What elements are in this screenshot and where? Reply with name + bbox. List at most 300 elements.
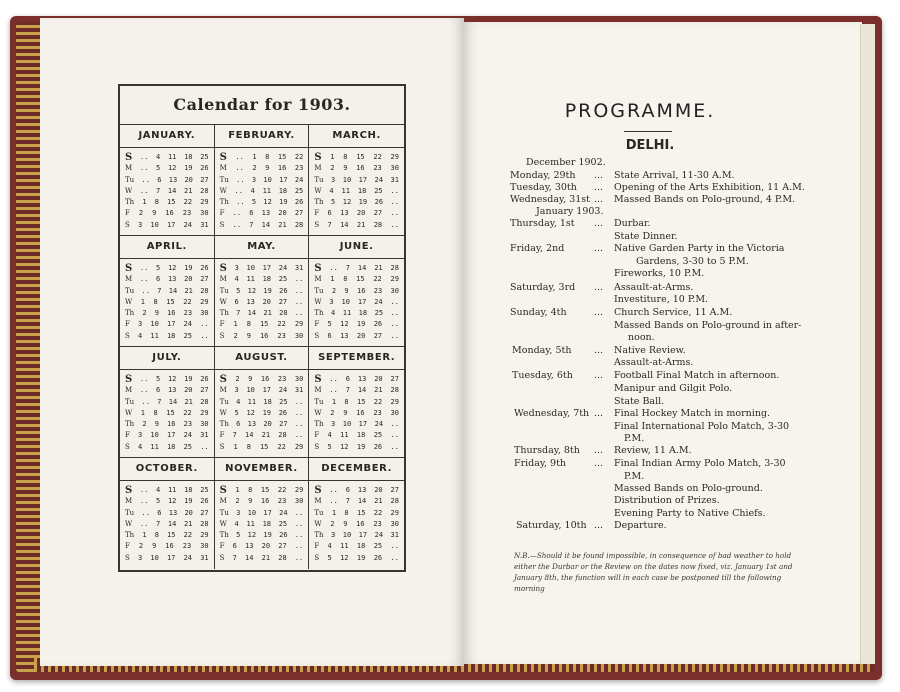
date-cell: 12 xyxy=(340,553,349,562)
date-cell: 28 xyxy=(390,497,399,506)
date-cell: 25 xyxy=(279,397,288,406)
date-cell: 21 xyxy=(374,386,383,395)
date-cell: 17 xyxy=(166,431,176,440)
date-cell: 12 xyxy=(167,164,177,173)
date-cell: 1 xyxy=(140,408,145,417)
schedule-line: Friday, 2nd xyxy=(510,243,565,254)
schedule-line: January 1903. xyxy=(536,206,604,217)
weekday-label: W xyxy=(219,297,227,306)
date-cell: 7 xyxy=(236,309,241,318)
date-cell: 27 xyxy=(373,331,383,340)
date-cell: 20 xyxy=(184,386,193,395)
date-cell: .. xyxy=(329,497,338,506)
date-cell: 15 xyxy=(277,153,287,161)
date-cell: 23 xyxy=(373,408,382,417)
date-cell: .. xyxy=(390,209,399,218)
weekday-label: W xyxy=(314,408,322,417)
date-cell: 14 xyxy=(340,220,349,229)
week-row xyxy=(220,297,304,308)
date-cell: 27 xyxy=(279,420,288,429)
date-cell: 12 xyxy=(247,286,257,295)
date-cell: 21 xyxy=(356,220,366,229)
week-row xyxy=(125,553,209,564)
title-rule xyxy=(624,131,672,132)
date-cell: 24 xyxy=(279,508,288,517)
month-name: FEBRUARY. xyxy=(215,125,309,148)
date-cell: 7 xyxy=(157,397,162,406)
schedule-line: Friday, 9th xyxy=(514,458,567,469)
date-cell: 16 xyxy=(356,164,365,173)
date-cell: 20 xyxy=(278,209,287,218)
date-cell: 2 xyxy=(235,375,240,383)
month-name: MARCH. xyxy=(309,125,404,148)
schedule-line: Final Indian Army Polo Match, 3-30 xyxy=(614,458,786,469)
date-cell: 1 xyxy=(331,508,337,517)
date-cell: 23 xyxy=(277,375,287,383)
week-row xyxy=(220,385,304,396)
date-cell: 9 xyxy=(344,286,349,295)
weekday-label: M xyxy=(314,497,322,506)
month-block xyxy=(120,347,215,458)
date-cell: 20 xyxy=(184,508,193,517)
date-cell: 24 xyxy=(374,175,384,184)
date-cell: .. xyxy=(294,297,304,306)
date-cell: 18 xyxy=(356,542,366,551)
weekday-label: F xyxy=(219,320,225,329)
weekday-label: S xyxy=(219,442,225,451)
weekday-label: M xyxy=(219,164,227,173)
schedule-line: Tuesday, 6th xyxy=(512,370,573,381)
date-cell: 13 xyxy=(167,386,177,395)
date-cell: .. xyxy=(294,408,304,417)
schedule-line: Evening Party to Native Chiefs. xyxy=(614,508,766,519)
date-cell: 26 xyxy=(294,198,304,207)
date-cell: 16 xyxy=(165,209,174,218)
date-cell: 27 xyxy=(200,275,209,284)
weekday-label: Tu xyxy=(314,508,324,517)
leader-dots: ... xyxy=(594,282,604,293)
week-row xyxy=(125,508,209,519)
date-cell: 19 xyxy=(356,442,366,451)
date-cell: 19 xyxy=(184,497,193,506)
date-cell: 19 xyxy=(262,408,272,417)
date-cell: 9 xyxy=(265,164,270,173)
calendar-title: Calendar for 1903. xyxy=(120,86,404,125)
date-cell: 21 xyxy=(374,264,383,272)
weekday-label: S xyxy=(219,485,227,496)
weekday-label: S xyxy=(314,442,320,451)
date-cell: .. xyxy=(390,420,399,429)
date-cell: 30 xyxy=(200,420,209,429)
date-cell: 8 xyxy=(153,297,158,306)
date-cell: 10 xyxy=(150,220,159,229)
date-cell: 27 xyxy=(390,486,399,494)
date-cell: 18 xyxy=(262,275,272,284)
date-cell: 17 xyxy=(358,531,368,540)
date-cell: 27 xyxy=(200,175,209,184)
leader-dots: ... xyxy=(594,370,604,381)
date-cell: .. xyxy=(234,186,243,195)
weekday-label: F xyxy=(125,320,130,329)
weekday-label: M xyxy=(125,497,133,506)
date-cell: .. xyxy=(139,186,149,195)
date-cell: .. xyxy=(390,297,399,306)
leader-dots: ... xyxy=(594,345,604,356)
date-cell: 27 xyxy=(200,508,209,517)
date-cell: 10 xyxy=(263,175,272,184)
date-cell: 29 xyxy=(200,198,209,207)
date-cell: 25 xyxy=(200,153,209,161)
weekday-label: W xyxy=(125,519,133,528)
date-cell: 3 xyxy=(331,420,336,429)
date-cell: 7 xyxy=(157,286,162,295)
date-cell: 9 xyxy=(152,209,157,218)
weekday-label: Th xyxy=(219,198,229,207)
week-row xyxy=(125,331,209,342)
weekday-label: S xyxy=(314,263,322,274)
week-row xyxy=(220,175,304,186)
week-row xyxy=(314,442,399,453)
date-cell: 17 xyxy=(166,320,176,329)
week-row xyxy=(220,197,304,208)
weekday-label: S xyxy=(314,485,322,496)
week-row xyxy=(314,408,399,419)
weekday-label: W xyxy=(125,297,133,306)
week-row xyxy=(314,274,399,285)
week-row xyxy=(125,419,209,430)
week-row xyxy=(125,496,209,507)
weekday-label: F xyxy=(314,320,320,329)
date-cell: 7 xyxy=(249,220,254,229)
week-row xyxy=(125,175,209,186)
date-cell: 14 xyxy=(245,553,254,562)
date-cell: 10 xyxy=(150,431,159,440)
date-cell: 20 xyxy=(184,275,193,284)
week-row xyxy=(314,385,399,396)
date-cell: 25 xyxy=(183,442,193,451)
week-row xyxy=(220,220,304,231)
date-cell: 9 xyxy=(154,420,159,429)
weekday-label: Th xyxy=(314,531,324,540)
schedule-line: P.M. xyxy=(624,433,645,444)
week-row xyxy=(314,397,399,408)
schedule-line: Durbar. xyxy=(614,218,651,229)
week-row xyxy=(220,163,304,174)
week-row xyxy=(125,186,209,197)
month-block xyxy=(309,236,404,347)
date-cell: .. xyxy=(390,542,399,551)
weekday-label: W xyxy=(314,519,322,528)
date-cell: 26 xyxy=(279,286,288,295)
week-row xyxy=(314,496,399,507)
date-cell: 30 xyxy=(294,331,304,340)
week-row xyxy=(125,397,209,408)
schedule-line: Football Final Match in afternoon. xyxy=(614,370,780,381)
date-cell: 3 xyxy=(236,508,241,517)
week-row xyxy=(314,530,399,541)
date-cell: .. xyxy=(329,486,338,494)
date-cell: 5 xyxy=(156,375,161,383)
date-cell: .. xyxy=(235,153,244,161)
date-cell: 29 xyxy=(294,320,304,329)
weekday-label: S xyxy=(314,553,320,562)
date-cell: 20 xyxy=(262,297,272,306)
date-cell: 8 xyxy=(248,486,253,494)
month-block xyxy=(309,458,404,569)
date-cell: 13 xyxy=(168,175,178,184)
week-row xyxy=(314,519,399,530)
week-row xyxy=(125,297,209,308)
date-cell: 10 xyxy=(341,297,350,306)
week-row xyxy=(125,263,209,274)
date-cell: 31 xyxy=(390,531,399,540)
date-cell: 4 xyxy=(137,331,143,340)
leader-dots: ... xyxy=(594,243,604,254)
date-cell: 6 xyxy=(327,331,332,340)
date-cell: .. xyxy=(390,431,399,440)
weekday-label: S xyxy=(125,331,130,340)
date-cell: 11 xyxy=(247,397,257,406)
date-cell: 11 xyxy=(167,153,177,161)
date-cell: 16 xyxy=(277,164,287,173)
date-cell: 20 xyxy=(356,331,366,340)
week-row xyxy=(220,397,304,408)
date-cell: 21 xyxy=(184,397,193,406)
date-cell: 9 xyxy=(248,375,253,383)
weekday-label: Tu xyxy=(314,175,324,184)
date-cell: 8 xyxy=(154,531,159,540)
date-cell: 4 xyxy=(327,542,332,551)
schedule-line: Thursday, 1st xyxy=(510,218,575,229)
date-cell: 21 xyxy=(184,286,193,295)
date-cell: 17 xyxy=(358,175,368,184)
date-cell: 31 xyxy=(200,431,209,440)
weekday-label: Tu xyxy=(219,175,229,184)
date-cell: 26 xyxy=(278,408,288,417)
date-cell: .. xyxy=(139,386,149,395)
date-cell: 5 xyxy=(234,408,239,417)
date-cell: 4 xyxy=(327,431,332,440)
date-cell: 15 xyxy=(356,153,365,161)
date-cell: 15 xyxy=(259,442,269,451)
date-cell: 17 xyxy=(263,508,272,517)
date-cell: 25 xyxy=(374,309,384,318)
schedule-line: Manipur and Gilgit Polo. xyxy=(614,383,733,394)
date-cell: .. xyxy=(139,153,149,161)
week-row xyxy=(125,430,209,441)
date-cell: 5 xyxy=(236,286,241,295)
week-row xyxy=(125,374,209,385)
week-row xyxy=(125,485,209,496)
date-cell: 21 xyxy=(374,497,383,506)
date-cell: .. xyxy=(390,553,399,562)
date-cell: 10 xyxy=(247,508,257,517)
date-cell: .. xyxy=(294,519,304,528)
leader-dots: ... xyxy=(594,520,604,531)
week-row xyxy=(220,419,304,430)
date-cell: 23 xyxy=(182,209,192,218)
date-cell: .. xyxy=(200,320,209,329)
date-cell: 27 xyxy=(200,386,209,395)
date-cell: 25 xyxy=(278,275,288,284)
weekday-label: Th xyxy=(219,531,229,540)
schedule-line: Opening of the Arts Exhibition, 11 A.M. xyxy=(614,182,805,193)
date-cell: .. xyxy=(139,164,149,173)
week-row xyxy=(314,331,399,342)
schedule-line: Massed Bands on Polo-ground, 4 P.M. xyxy=(614,194,796,205)
weekday-label: F xyxy=(125,542,130,551)
date-cell: 30 xyxy=(294,375,304,383)
date-cell: .. xyxy=(139,375,149,383)
weekday-label: F xyxy=(125,209,130,218)
week-row xyxy=(220,508,304,519)
week-row xyxy=(125,442,209,453)
weekday-label: M xyxy=(219,275,227,284)
date-cell: 6 xyxy=(232,542,237,551)
week-row xyxy=(220,331,304,342)
date-cell: 16 xyxy=(259,331,269,340)
date-cell: .. xyxy=(236,175,245,184)
date-cell: 14 xyxy=(168,286,178,295)
date-cell: 13 xyxy=(357,486,367,494)
date-cell: 25 xyxy=(183,331,193,340)
date-cell: 14 xyxy=(247,309,257,318)
date-cell: 14 xyxy=(357,497,367,506)
date-cell: 28 xyxy=(390,264,399,272)
date-cell: 24 xyxy=(278,386,288,395)
date-cell: 27 xyxy=(373,209,383,218)
weekday-label: W xyxy=(125,186,133,195)
date-cell: 7 xyxy=(345,497,350,506)
date-cell: 22 xyxy=(373,397,383,406)
date-cell: 22 xyxy=(373,153,382,161)
date-cell: 17 xyxy=(166,220,176,229)
date-cell: 8 xyxy=(265,153,270,161)
date-cell: 11 xyxy=(340,542,349,551)
weekday-label: F xyxy=(219,431,225,440)
date-cell: 3 xyxy=(138,320,143,329)
weekday-label: F xyxy=(219,209,225,218)
date-cell: 5 xyxy=(156,264,161,272)
schedule-line: Tuesday, 30th xyxy=(510,182,577,193)
date-cell: 12 xyxy=(167,375,177,383)
week-row xyxy=(220,308,304,319)
leader-dots: ... xyxy=(594,182,604,193)
date-cell: 18 xyxy=(184,486,193,494)
date-cell: 19 xyxy=(279,198,288,207)
date-cell: 10 xyxy=(246,386,255,395)
date-cell: 12 xyxy=(342,198,352,207)
date-cell: 1 xyxy=(233,442,238,451)
weekday-label: Tu xyxy=(314,397,324,406)
date-cell: 30 xyxy=(390,286,399,295)
date-cell: 5 xyxy=(331,198,336,207)
date-cell: 30 xyxy=(390,164,399,173)
weekday-label: S xyxy=(314,220,320,229)
date-cell: 14 xyxy=(167,186,177,195)
week-row xyxy=(220,408,304,419)
date-cell: 13 xyxy=(168,508,178,517)
schedule-line: Departure. xyxy=(614,520,667,531)
date-cell: 11 xyxy=(167,486,177,494)
date-cell: 5 xyxy=(327,442,332,451)
date-cell: 10 xyxy=(342,175,352,184)
month-name: MAY. xyxy=(215,236,309,259)
schedule-line: Distribution of Prizes. xyxy=(614,495,720,506)
weekday-label: Th xyxy=(125,531,135,540)
schedule-line: State Dinner. xyxy=(614,231,678,242)
date-cell: 7 xyxy=(345,264,350,272)
schedule-line: Final International Polo Match, 3-30 xyxy=(614,421,790,432)
leader-dots: ... xyxy=(594,218,604,229)
date-cell: 7 xyxy=(327,220,332,229)
weekday-label: F xyxy=(219,542,225,551)
date-cell: 31 xyxy=(390,175,399,184)
date-cell: 29 xyxy=(200,531,209,540)
date-cell: 9 xyxy=(343,408,348,417)
date-cell: 28 xyxy=(200,286,209,295)
month-name: JANUARY. xyxy=(120,125,214,148)
week-row xyxy=(125,541,209,552)
weekday-label: W xyxy=(219,186,227,195)
schedule-line: Native Review. xyxy=(614,345,686,356)
month-block xyxy=(215,125,310,236)
date-cell: 30 xyxy=(200,542,209,551)
date-cell: 20 xyxy=(184,175,193,184)
weekday-label: S xyxy=(219,374,227,385)
date-cell: 15 xyxy=(259,320,269,329)
date-cell: 23 xyxy=(373,286,383,295)
date-cell: 13 xyxy=(357,375,367,383)
date-cell: 29 xyxy=(390,397,399,406)
date-cell: 2 xyxy=(235,497,240,506)
date-cell: 27 xyxy=(294,209,304,218)
date-cell: 29 xyxy=(200,297,209,306)
schedule-line: Monday, 5th xyxy=(512,345,572,356)
date-cell: 18 xyxy=(263,397,272,406)
date-cell: 5 xyxy=(251,198,257,207)
date-cell: .. xyxy=(390,198,399,207)
week-row xyxy=(220,519,304,530)
weekday-label: Tu xyxy=(219,286,229,295)
date-cell: .. xyxy=(390,186,399,195)
schedule-line: Sunday, 4th xyxy=(510,307,567,318)
month-name: DECEMBER. xyxy=(309,458,404,481)
schedule-line: December 1902. xyxy=(526,157,606,168)
date-cell: 4 xyxy=(331,309,336,318)
date-cell: 12 xyxy=(263,198,272,207)
date-cell: .. xyxy=(390,442,399,451)
date-cell: 4 xyxy=(137,442,143,451)
schedule-line: State Ball. xyxy=(614,396,665,407)
schedule-line: Saturday, 3rd xyxy=(510,282,576,293)
schedule-line: noon. xyxy=(628,332,655,343)
date-cell: 30 xyxy=(294,497,304,506)
date-cell: 15 xyxy=(356,275,365,284)
date-cell: .. xyxy=(294,553,304,562)
date-cell: 26 xyxy=(374,198,384,207)
date-cell: 3 xyxy=(137,220,143,229)
date-cell: 18 xyxy=(262,519,272,528)
weekday-label: S xyxy=(125,263,133,274)
date-cell: .. xyxy=(200,331,209,340)
date-cell: 3 xyxy=(138,431,143,440)
leader-dots: ... xyxy=(594,445,604,456)
weekday-label: Th xyxy=(314,198,324,207)
date-cell: 1 xyxy=(233,320,238,329)
week-row xyxy=(314,286,399,297)
schedule-line: State Arrival, 11-30 A.M. xyxy=(614,170,735,181)
